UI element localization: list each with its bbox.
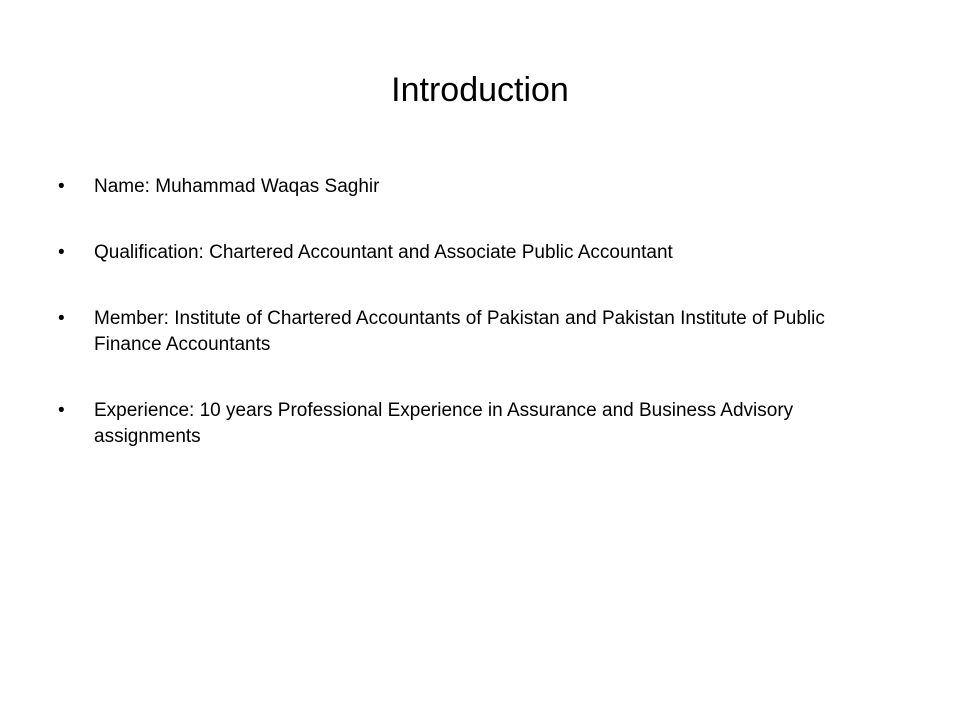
bullet-item-member bbox=[58, 306, 878, 358]
bullet-item-name bbox=[58, 174, 878, 200]
bullet-icon: • bbox=[58, 308, 65, 329]
bullet-icon: • bbox=[58, 176, 65, 197]
slide-title: Introduction bbox=[391, 71, 569, 109]
bullet-text: Member: Institute of Chartered Accountants of Pakistan and Pakistan Institute of Public Finance Accountants bbox=[94, 308, 825, 355]
bullet-icon: • bbox=[58, 242, 65, 263]
bullet-item-experience bbox=[58, 398, 878, 450]
bullet-icon: • bbox=[58, 400, 65, 421]
bullet-item-qualification bbox=[58, 240, 878, 266]
bullet-text: Experience: 10 years Professional Experience in Assurance and Business Advisory assignments bbox=[94, 400, 794, 447]
bullet-text: Name: Muhammad Waqas Saghir bbox=[94, 176, 380, 197]
bullet-text: Qualification: Chartered Accountant and Associate Public Accountant bbox=[94, 242, 673, 263]
bullet-list bbox=[58, 174, 878, 490]
